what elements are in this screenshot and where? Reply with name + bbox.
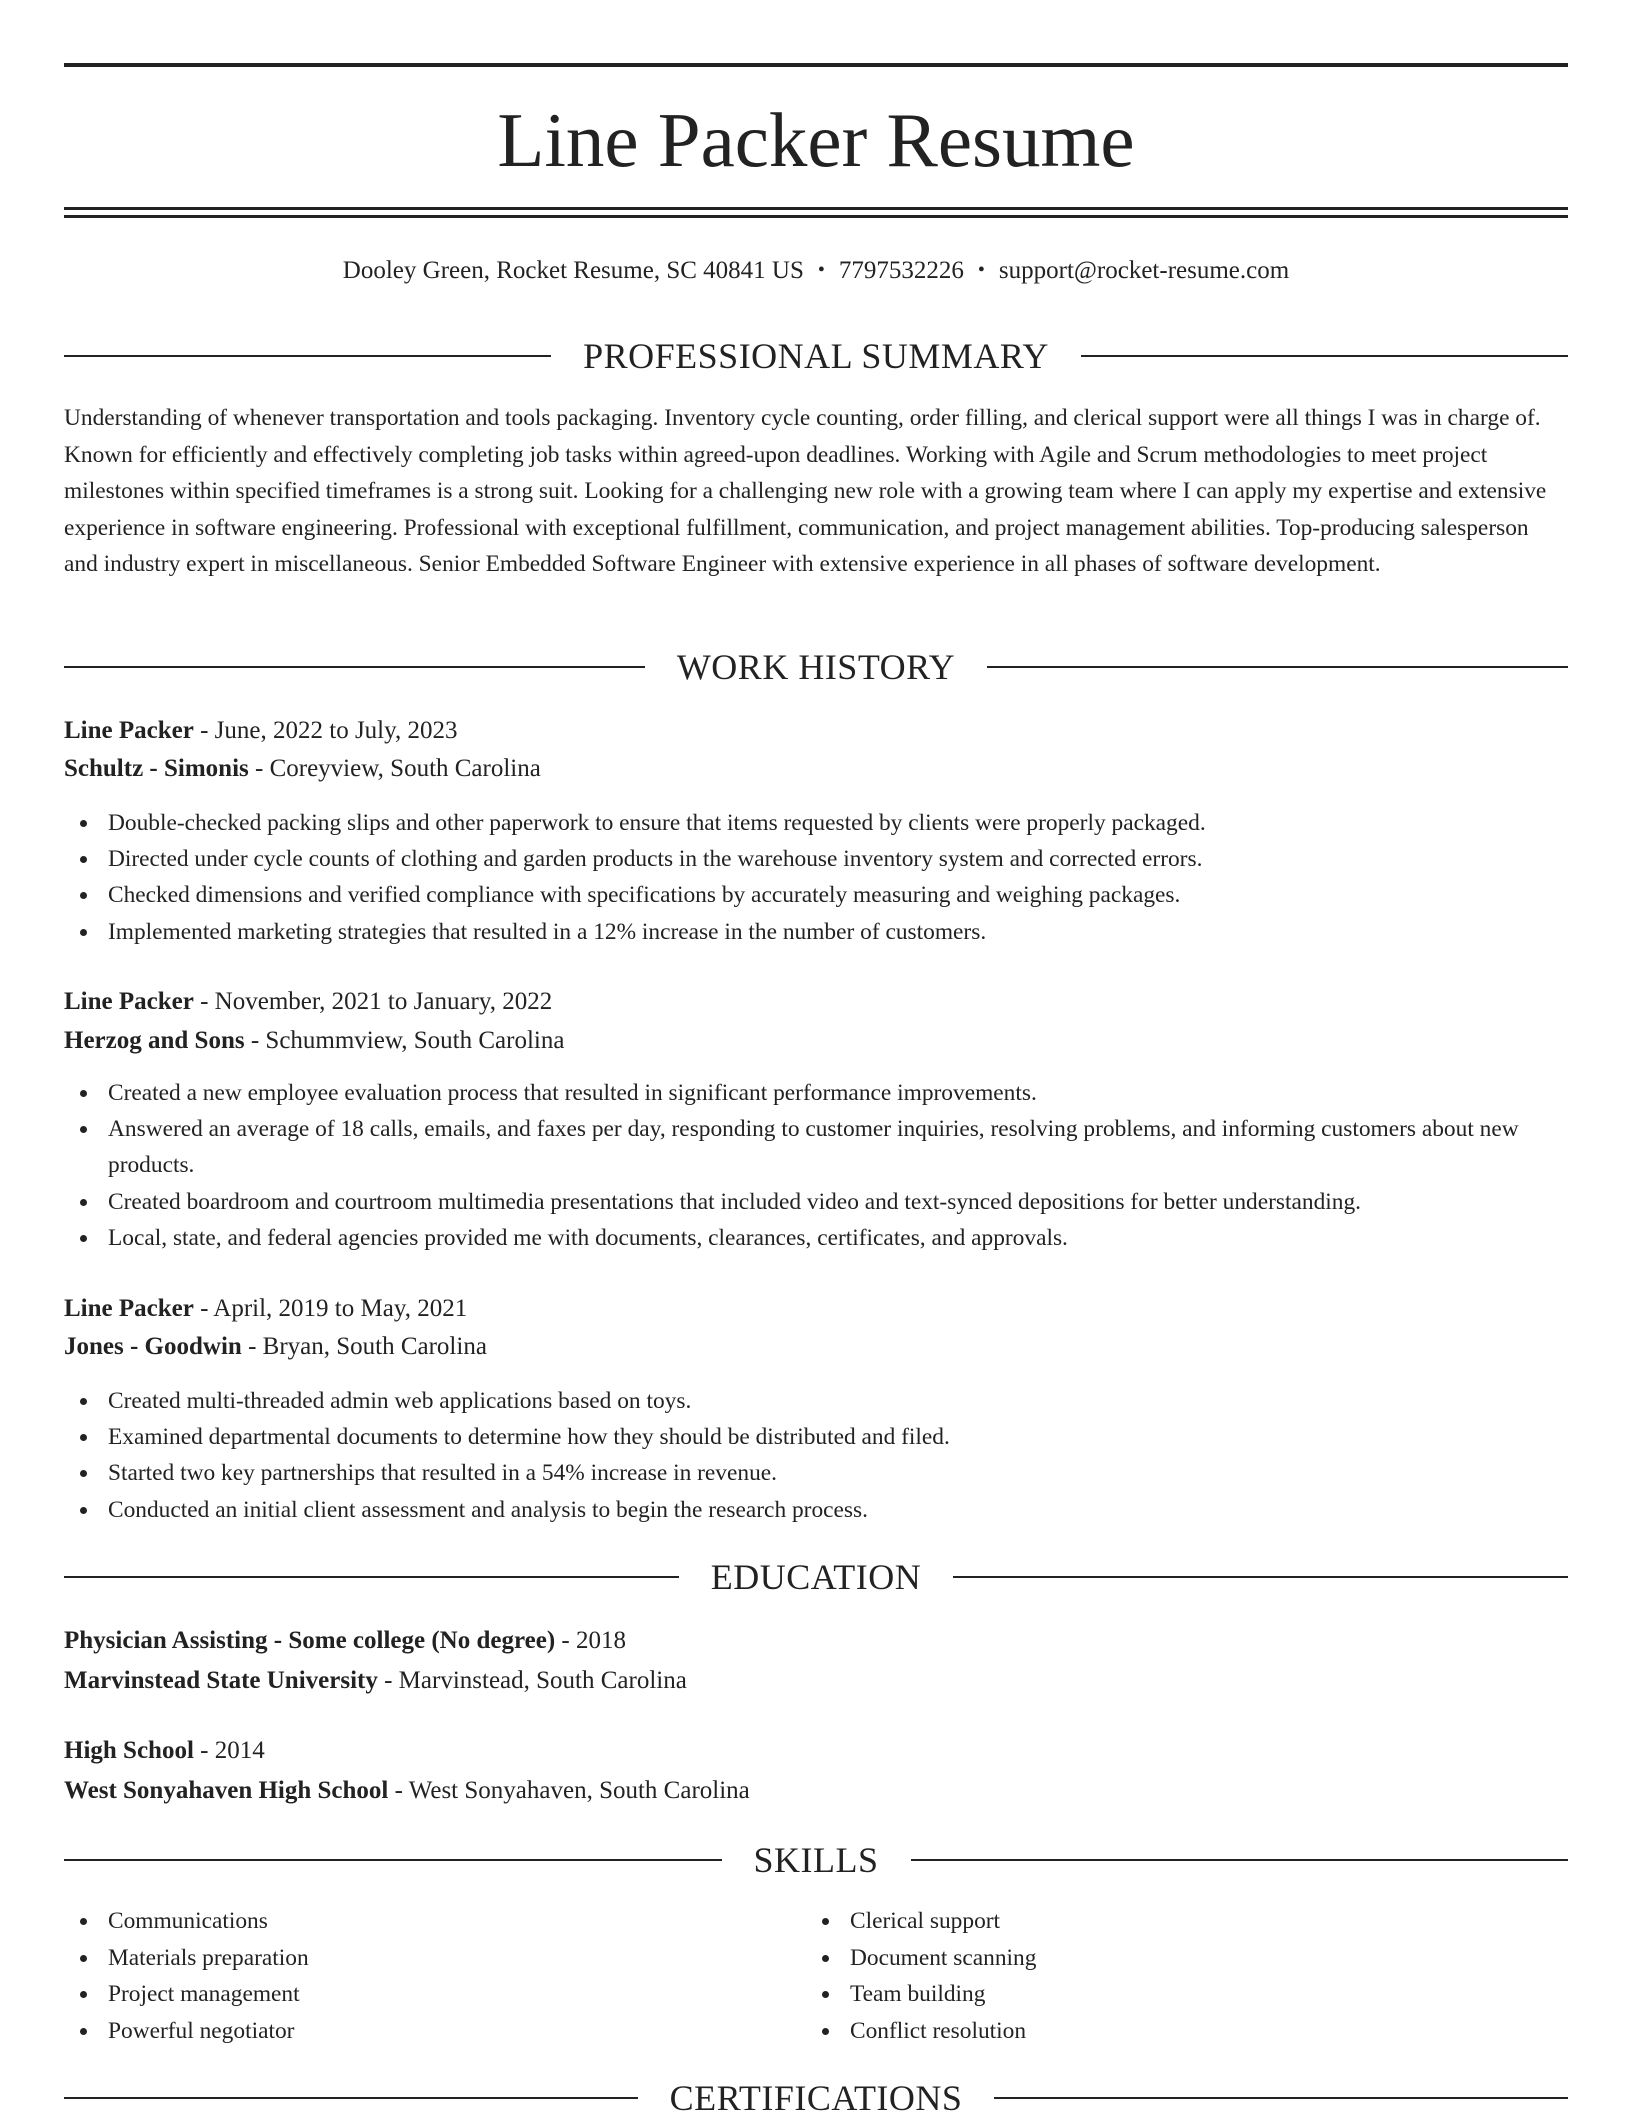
- list-item: Answered an average of 18 calls, emails, and faxes per day, responding to customer inquiries, resolving problems, and informing customers about new products.: [64, 1111, 1568, 1183]
- list-item: Implemented marketing strategies that resulted in a 12% increase in the number of customers.: [64, 914, 1568, 950]
- job-dates: - June, 2022 to July, 2023: [193, 717, 458, 744]
- education-degree: High School: [64, 1737, 194, 1764]
- job-bullets: [64, 1383, 1568, 1528]
- list-item: Directed under cycle counts of clothing and garden products in the warehouse inventory system and corrected errors.: [64, 841, 1568, 877]
- list-item: Conducted an initial client assessment and analysis to begin the research process.: [64, 1492, 1568, 1528]
- job-company-line: [64, 1328, 1568, 1366]
- heading-rule: [64, 1859, 722, 1861]
- summary-paragraph: Understanding of whenever transportation and tools packaging. Inventory cycle counting, order filling, and clerical support were all things I was in charge of. Known for efficiently and effectively completing job tasks within agreed-upon deadlines. Working with Agile and Scrum methodologies to meet project milestones within specified timeframes is a strong suit. Looking for a challenging new role with a growing team where I can apply my expertise and extensive experience in software engineering. Professional with exceptional fulfillment, communication, and project management abilities. Top-producing salesperson and industry expert in miscellaneous. Senior Embedded Software Engineer with extensive experience in all phases of software development.: [64, 405, 1547, 577]
- heading-rule: [64, 666, 645, 668]
- section-heading-education: [64, 1555, 1568, 1599]
- list-item: Started two key partnerships that resulted in a 54% increase in revenue.: [64, 1455, 1568, 1491]
- job-dates: - November, 2021 to January, 2022: [193, 988, 553, 1015]
- title-double-rule: [64, 207, 1568, 218]
- list-item: Examined departmental documents to determine how they should be distributed and filed.: [64, 1419, 1568, 1455]
- contact-email: support@rocket-resume.com: [998, 257, 1290, 284]
- education-year: - 2018: [555, 1627, 626, 1654]
- job-bullets: [64, 1075, 1568, 1256]
- section-title: CERTIFICATIONS: [669, 2078, 963, 2118]
- skills-list-left: [64, 1903, 764, 2049]
- section-heading-work: [64, 645, 1568, 689]
- job-title-line: [64, 712, 1568, 750]
- heading-rule: [64, 2097, 638, 2099]
- heading-rule: [953, 1576, 1568, 1578]
- job-title: Line Packer: [64, 717, 194, 744]
- contact-line: [64, 253, 1568, 290]
- section-title: WORK HISTORY: [676, 647, 956, 687]
- section-title: PROFESSIONAL SUMMARY: [583, 336, 1049, 376]
- education-degree: Physician Assisting - Some college (No degree): [64, 1627, 556, 1654]
- job-company-line: [64, 1022, 1568, 1060]
- job-company: Herzog and Sons: [64, 1027, 245, 1054]
- section-heading-skills: [64, 1838, 1568, 1882]
- education-year: - 2014: [193, 1737, 265, 1764]
- list-item: Double-checked packing slips and other paperwork to ensure that items requested by clients were properly packaged.: [64, 805, 1568, 841]
- skill-item: Materials preparation: [64, 1940, 764, 1977]
- section-title: EDUCATION: [710, 1557, 922, 1597]
- job-title: Line Packer: [64, 988, 194, 1015]
- education-degree-line: [64, 1732, 1568, 1770]
- education-school-line: [64, 1662, 1568, 1700]
- skill-item: Team building: [806, 1976, 1506, 2013]
- heading-rule: [911, 1859, 1569, 1861]
- list-item: Created boardroom and courtroom multimedia presentations that included video and text-synced depositions for better understanding.: [64, 1184, 1568, 1220]
- education-location: - West Sonyahaven, South Carolina: [388, 1777, 750, 1804]
- heading-rule: [994, 2097, 1568, 2099]
- contact-address: Dooley Green, Rocket Resume, SC 40841 US: [342, 257, 804, 284]
- job-title: Line Packer: [64, 1295, 194, 1322]
- skill-item: Conflict resolution: [806, 2013, 1506, 2050]
- list-item: Created multi-threaded admin web applications based on toys.: [64, 1383, 1568, 1419]
- skills-list-right: [806, 1903, 1506, 2049]
- heading-rule: [64, 355, 551, 357]
- list-item: Local, state, and federal agencies provided me with documents, clearances, certificates, and approvals.: [64, 1220, 1568, 1256]
- skill-item: Document scanning: [806, 1940, 1506, 1977]
- job-title-line: [64, 983, 1568, 1021]
- section-title: SKILLS: [753, 1840, 879, 1880]
- heading-rule: [987, 666, 1568, 668]
- job-location: - Coreyview, South Carolina: [248, 755, 541, 782]
- skill-item: Clerical support: [806, 1903, 1506, 1940]
- education-school: Marvinstead State University: [64, 1667, 378, 1694]
- top-rule: [64, 63, 1568, 67]
- job-company: Jones - Goodwin: [64, 1333, 242, 1360]
- heading-rule: [1081, 355, 1568, 357]
- job-company: Schultz - Simonis: [64, 755, 249, 782]
- job-location: - Schummview, South Carolina: [244, 1027, 565, 1054]
- education-degree-line: [64, 1622, 1568, 1660]
- job-location: - Bryan, South Carolina: [241, 1333, 487, 1360]
- job-title-line: [64, 1290, 1568, 1328]
- contact-separator: •: [977, 259, 985, 281]
- contact-separator: •: [817, 259, 825, 281]
- job-dates: - April, 2019 to May, 2021: [193, 1295, 468, 1322]
- resume-title: Line Packer Resume: [497, 97, 1135, 183]
- skill-item: Powerful negotiator: [64, 2013, 764, 2050]
- job-company-line: [64, 750, 1568, 788]
- skill-item: Project management: [64, 1976, 764, 2013]
- job-bullets: [64, 805, 1568, 950]
- education-location: - Marvinstead, South Carolina: [377, 1667, 687, 1694]
- contact-phone: 7797532226: [838, 257, 964, 284]
- list-item: Created a new employee evaluation process that resulted in significant performance improvements.: [64, 1075, 1568, 1111]
- education-school: West Sonyahaven High School: [64, 1777, 389, 1804]
- skill-item: Communications: [64, 1903, 764, 1940]
- education-school-line: [64, 1772, 1568, 1810]
- list-item: Checked dimensions and verified compliance with specifications by accurately measuring and weighing packages.: [64, 877, 1568, 913]
- section-heading-summary: [64, 334, 1568, 378]
- heading-rule: [64, 1576, 679, 1578]
- section-heading-certifications: [64, 2076, 1568, 2120]
